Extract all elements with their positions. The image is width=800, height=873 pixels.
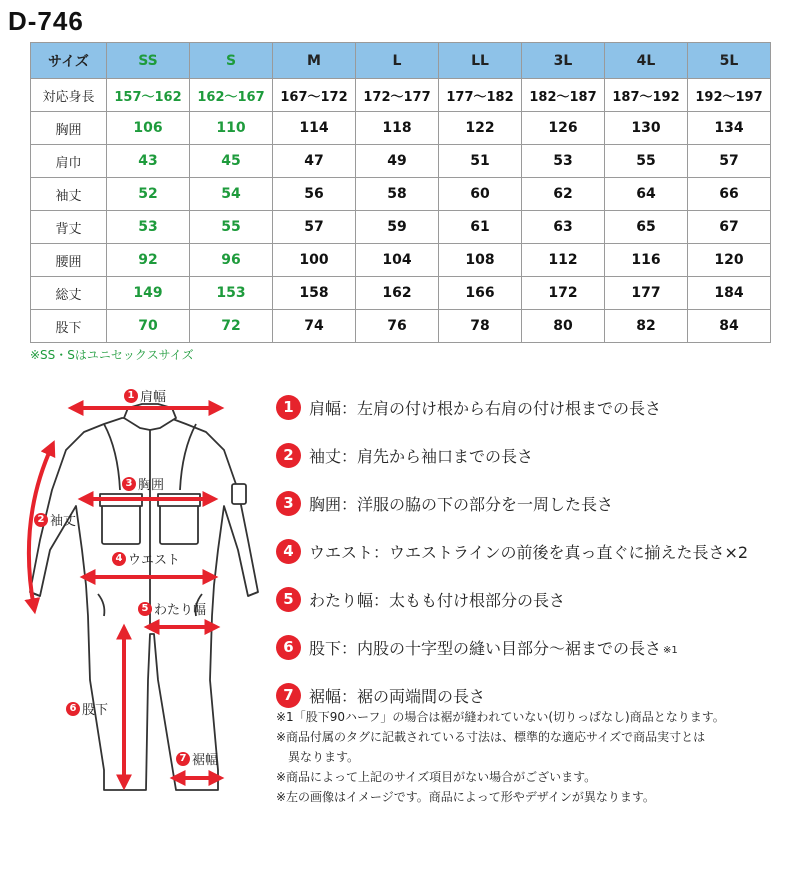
table-cell: 110 [190,112,273,145]
legend-text: わたり幅：太もも付け根部分の長さ [309,590,566,610]
header-size: 5L [688,43,771,79]
table-cell: 66 [688,178,771,211]
table-cell: 162 [356,277,439,310]
header-label: サイズ [31,43,107,79]
table-cell: 53 [107,211,190,244]
label-inseam: 6 股下 [66,699,108,718]
table-cell: 52 [107,178,190,211]
table-cell: 157〜162 [107,79,190,112]
table-cell: 49 [356,145,439,178]
header-size: S [190,43,273,79]
header-size: 4L [605,43,688,79]
table-cell: 59 [356,211,439,244]
table-cell: 108 [439,244,522,277]
table-cell: 92 [107,244,190,277]
table-cell: 45 [190,145,273,178]
table-cell: 54 [190,178,273,211]
table-cell: 82 [605,310,688,343]
note-line: ※商品によって上記のサイズ項目がない場合がございます。 [276,770,597,784]
header-size: LL [439,43,522,79]
table-cell: 53 [522,145,605,178]
legend-number-badge: 1 [276,395,301,420]
label-shoulder: 1 肩幅 [124,386,166,405]
table-cell: 104 [356,244,439,277]
table-cell: 61 [439,211,522,244]
table-cell: 78 [439,310,522,343]
table-cell: 184 [688,277,771,310]
row-label: 胸囲 [31,112,107,145]
legend-text: 胸囲：洋服の脇の下の部分を一周した長さ [309,494,614,514]
row-label: 対応身長 [31,79,107,112]
legend-footnote-mark: ※1 [663,644,678,656]
table-cell: 118 [356,112,439,145]
table-cell: 122 [439,112,522,145]
table-cell: 96 [190,244,273,277]
table-cell: 72 [190,310,273,343]
note-line: ※1「股下90ハーフ」の場合は裾が縫われていない(切りっぱなし)商品となります。 [276,710,725,724]
table-cell: 182〜187 [522,79,605,112]
header-size: M [273,43,356,79]
table-cell: 153 [190,277,273,310]
table-cell: 55 [190,211,273,244]
table-cell: 112 [522,244,605,277]
label-thigh: 5 わたり幅 [138,599,206,618]
table-cell: 116 [605,244,688,277]
table-cell: 177 [605,277,688,310]
table-cell: 65 [605,211,688,244]
note-line: ※商品付属のタグに記載されている寸法は、標準的な適応サイズで商品実寸とは [276,730,706,744]
measurement-legend [276,383,796,719]
table-cell: 126 [522,112,605,145]
table-cell: 106 [107,112,190,145]
product-code: D-746 [8,6,84,36]
legend-number-badge: 3 [276,491,301,516]
coverall-outline [30,404,258,790]
table-cell: 43 [107,145,190,178]
table-cell: 167〜172 [273,79,356,112]
table-cell: 74 [273,310,356,343]
row-label: 肩巾 [31,145,107,178]
legend-item [276,527,796,575]
label-chest: 3 胸囲 [122,474,164,493]
table-row [31,211,771,244]
row-label: 背丈 [31,211,107,244]
legend-number-badge: 7 [276,683,301,708]
legend-number-badge: 4 [276,539,301,564]
table-cell: 84 [688,310,771,343]
legend-item [276,431,796,479]
table-row [31,145,771,178]
header-size: SS [107,43,190,79]
table-cell: 192〜197 [688,79,771,112]
table-cell: 120 [688,244,771,277]
label-sleeve: 2 袖丈 [34,510,76,529]
table-cell: 57 [688,145,771,178]
note-line: 異なります。 [276,750,360,764]
table-cell: 63 [522,211,605,244]
table-header-row [31,43,771,79]
table-cell: 187〜192 [605,79,688,112]
table-row [31,244,771,277]
table-cell: 57 [273,211,356,244]
table-cell: 67 [688,211,771,244]
table-row [31,112,771,145]
legend-text: 股下：内股の十字型の縫い目部分〜裾までの長さ [309,638,662,658]
row-label: 総丈 [31,277,107,310]
table-cell: 70 [107,310,190,343]
table-cell: 114 [273,112,356,145]
table-cell: 162〜167 [190,79,273,112]
legend-item [276,383,796,431]
table-cell: 172〜177 [356,79,439,112]
legend-number-badge: 5 [276,587,301,612]
legend-text: 裾幅：裾の両端間の長さ [309,686,486,706]
row-label: 袖丈 [31,178,107,211]
size-table [30,42,771,343]
unisex-note: ※SS・Sはユニセックスサイズ [30,348,194,362]
table-row [31,79,771,112]
header-size: 3L [522,43,605,79]
row-label: 股下 [31,310,107,343]
table-cell: 149 [107,277,190,310]
label-hem: 7 裾幅 [176,749,218,768]
label-waist: 4 ウエスト [112,549,180,568]
legend-text: 肩幅：左肩の付け根から右肩の付け根までの長さ [309,398,662,418]
table-cell: 80 [522,310,605,343]
table-cell: 134 [688,112,771,145]
table-cell: 62 [522,178,605,211]
table-row [31,178,771,211]
coverall-diagram [0,380,270,810]
legend-item [276,479,796,527]
legend-item [276,575,796,623]
table-cell: 64 [605,178,688,211]
table-cell: 51 [439,145,522,178]
table-row [31,310,771,343]
row-label: 腰囲 [31,244,107,277]
table-cell: 166 [439,277,522,310]
table-row [31,277,771,310]
legend-text: 袖丈：肩先から袖口までの長さ [309,446,534,466]
table-cell: 56 [273,178,356,211]
table-cell: 55 [605,145,688,178]
note-line: ※左の画像はイメージです。商品によって形やデザインが異なります。 [276,790,655,804]
table-cell: 60 [439,178,522,211]
table-cell: 58 [356,178,439,211]
legend-item [276,623,796,671]
legend-number-badge: 2 [276,443,301,468]
table-cell: 100 [273,244,356,277]
notes [276,707,796,807]
table-cell: 177〜182 [439,79,522,112]
legend-text: ウエスト：ウエストラインの前後を真っ直ぐに揃えた長さ×2 [309,542,749,562]
table-cell: 158 [273,277,356,310]
table-cell: 47 [273,145,356,178]
legend-number-badge: 6 [276,635,301,660]
header-size: L [356,43,439,79]
table-cell: 130 [605,112,688,145]
table-cell: 172 [522,277,605,310]
table-cell: 76 [356,310,439,343]
